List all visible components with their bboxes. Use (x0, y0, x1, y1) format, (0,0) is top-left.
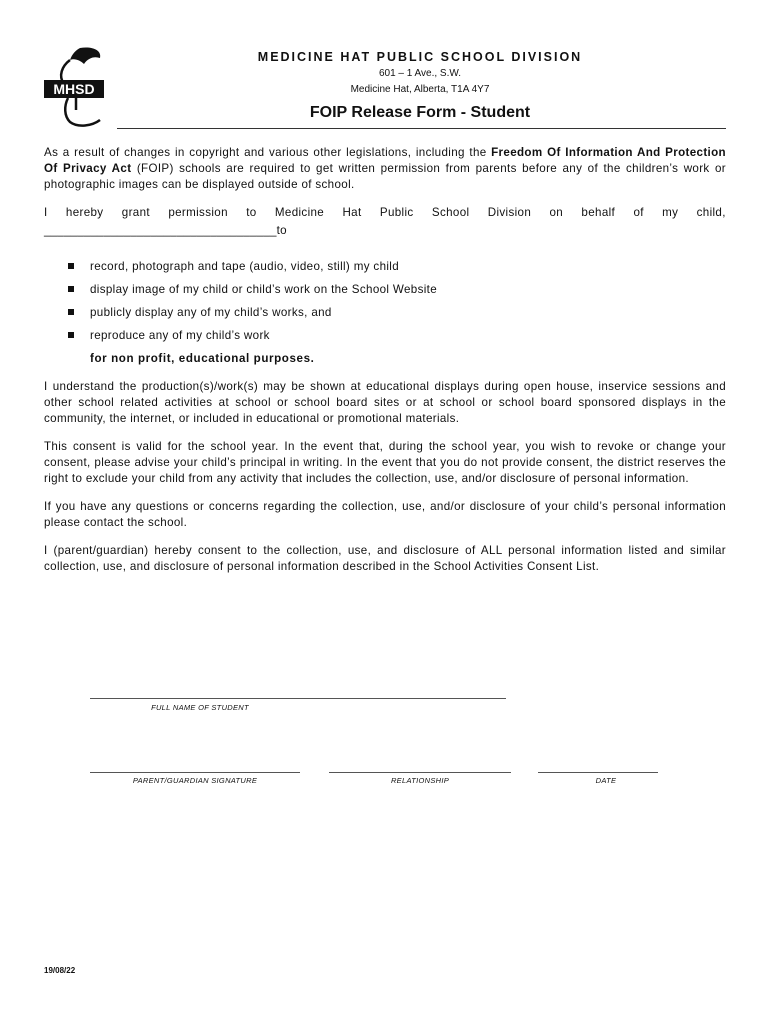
paragraph-guardian-consent: I (parent/guardian) hereby consent to the collection, use, and disclosure of ALL personal information listed and similar collection, use, and disclosure of personal information described in the School Activities Consent List. (44, 544, 726, 573)
purpose-statement: for non profit, educational purposes. (90, 352, 315, 365)
grant-word: behalf (581, 206, 616, 219)
grant-word: Public (379, 206, 414, 219)
grant-word: my (662, 206, 679, 219)
grant-word: Division (487, 206, 532, 219)
form-title-student: Student (470, 104, 531, 121)
address-line-1: 601 – 1 Ave., S.W. (378, 68, 462, 79)
permission-text: display image of my child or child’s work on the School Website (90, 283, 438, 296)
foip-act-name: Freedom Of Information And Protection Of Privacy Act (44, 146, 726, 175)
form-body (44, 145, 726, 587)
date-line[interactable] (538, 772, 658, 773)
permission-item (68, 282, 726, 298)
grant-word: I (44, 206, 48, 219)
permission-text: reproduce any of my child’s work (90, 329, 270, 342)
logo-lettering: MHSD (53, 81, 95, 97)
permission-list (44, 259, 726, 344)
address-line-2: Medicine Hat, Alberta, T1A 4Y7 (350, 84, 490, 95)
full-name-line[interactable] (90, 698, 506, 699)
intro-paragraph (44, 145, 726, 193)
grant-word: Medicine (274, 206, 325, 219)
school-division-logo (40, 44, 112, 130)
guardian-signature-line[interactable] (90, 772, 300, 773)
paragraph-questions: If you have any questions or concerns regarding the collection, use, and/or disclosure of your child’s personal information please contact the school. (44, 500, 726, 529)
grant-word: on (549, 206, 564, 219)
full-name-label: FULL NAME OF STUDENT (151, 703, 249, 712)
form-title-prefix: FOIP Release Form - (309, 104, 471, 121)
relationship-line[interactable] (329, 772, 511, 773)
relationship-label: RELATIONSHIP (390, 776, 450, 785)
child-name-blank[interactable]: ___________________________________to (44, 224, 287, 237)
permission-item (68, 328, 726, 344)
grant-word: hereby (65, 206, 104, 219)
date-label: DATE (595, 776, 617, 785)
square-bullet-icon (68, 263, 74, 269)
permission-item (68, 259, 726, 275)
permission-item (68, 305, 726, 321)
permission-text: publicly display any of my child’s works, and (90, 306, 332, 319)
document-header (110, 50, 730, 122)
intro-lead: As a result of changes in copyright and various other legislations, including the (44, 146, 492, 159)
grant-word: School (431, 206, 470, 219)
paragraph-consent-validity: This consent is valid for the school year. In the event that, during the school year, you wish to revoke or change your consent, please advise your child’s principal in writing. In the event that you do not provide consent, the district reserves the right to exclude your child from any activity that includes the collection, use, and/or disclosure of personal information. (44, 440, 726, 485)
org-name: MEDICINE HAT PUBLIC SCHOOL DIVISION (257, 50, 583, 64)
header-divider (117, 128, 726, 129)
grant-word: child, (696, 206, 726, 219)
grant-statement (44, 205, 726, 221)
grant-word: grant (121, 206, 150, 219)
form-title (110, 104, 730, 122)
guardian-signature-label: PARENT/GUARDIAN SIGNATURE (132, 776, 258, 785)
square-bullet-icon (68, 309, 74, 315)
grant-word: of (633, 206, 644, 219)
grant-word: Hat (342, 206, 362, 219)
paragraph-understanding: I understand the production(s)/work(s) may be shown at educational displays during open house, inservice sessions and other school related activities at school or school board sites or at school or school board sponsored displays in the community, the internet, or included in educational or promotional materials. (44, 380, 726, 425)
grant-word: to (246, 206, 257, 219)
permission-text: record, photograph and tape (audio, video, still) my child (90, 260, 400, 273)
square-bullet-icon (68, 332, 74, 338)
square-bullet-icon (68, 286, 74, 292)
grant-word: permission (168, 206, 228, 219)
form-revision-date: 19/08/22 (44, 966, 76, 975)
intro-rest: (FOIP) schools are required to get written permission from parents before any of the children’s work or photographic images can be displayed outside of school. (44, 162, 726, 191)
